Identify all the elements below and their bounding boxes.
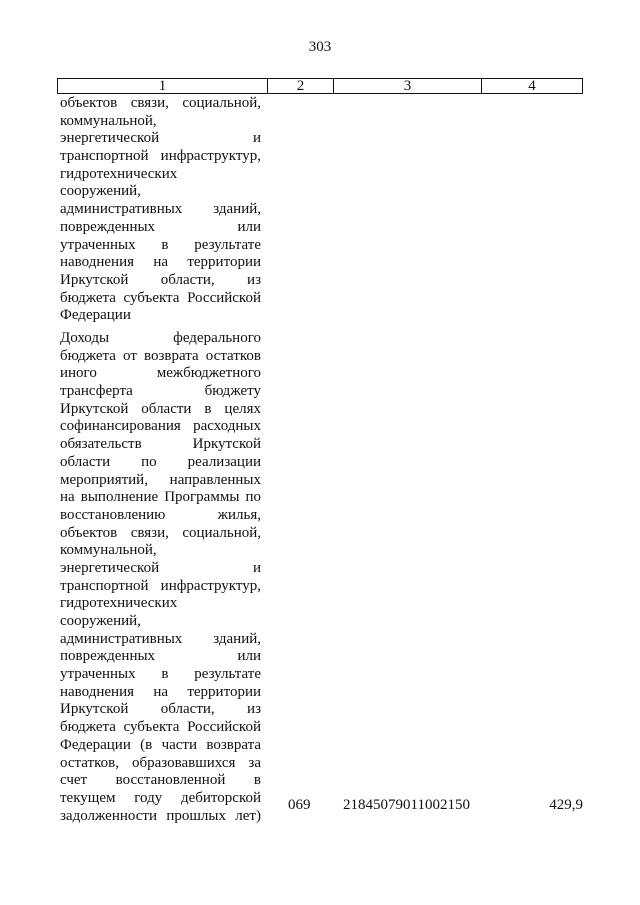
text-line: административных зданий, (60, 201, 261, 218)
text-line: сооружений, (60, 613, 141, 629)
text-line: восстановлению жилья, (60, 506, 261, 523)
text-line: сооружений, (60, 183, 141, 200)
text-line: трансферта бюджету (60, 383, 261, 400)
page-number: 303 (308, 39, 332, 55)
text-line: утраченных в результате (60, 666, 261, 683)
text-line: Федерации (60, 307, 131, 324)
text-line: Иркутской области, из (60, 271, 261, 288)
text-line: мероприятий, направленных (60, 471, 261, 488)
column-header-2: 2 (267, 79, 333, 93)
column-header-1: 1 (158, 78, 167, 94)
text-line: объектов связи, социальной, (60, 95, 261, 111)
text-line: гидротехнических (60, 165, 178, 182)
text-line: Федерации (в части возврата (60, 736, 261, 753)
table-header-row (57, 78, 583, 94)
text-line: бюджета от возврата остатков (60, 347, 261, 364)
income-description (60, 330, 261, 825)
text-line: софинансирования расходных (60, 418, 261, 435)
text-line: транспортной инфраструктур, (60, 148, 261, 165)
text-line: Доходы федерального (60, 330, 261, 346)
text-line: коммунальной, (60, 542, 157, 559)
text-line: обязательств Иркутской (60, 436, 261, 453)
text-line: энергетической и (60, 130, 261, 147)
text-line: поврежденных или (60, 648, 261, 665)
text-line: области по реализации (60, 453, 261, 470)
text-line: административных зданий, (60, 630, 261, 647)
text-line: коммунальной, (60, 112, 157, 129)
admin-code-cell: 069 (288, 797, 311, 813)
text-line: задолженности прошлых лет) (60, 807, 261, 824)
text-line: бюджета субъекта Российской (60, 289, 261, 306)
text-line: наводнения на территории (60, 683, 261, 700)
text-line: утраченных в результате (60, 236, 261, 253)
text-line: поврежденных или (60, 218, 261, 235)
text-line: бюджета субъекта Российской (60, 719, 261, 736)
text-line: счет восстановленной в (60, 772, 261, 789)
text-line: остатков, образовавшихся за (60, 754, 261, 771)
text-line: наводнения на территории (60, 254, 261, 271)
text-line: иного межбюджетного (60, 365, 261, 382)
budget-classification-code-cell: 21845079011002150 (343, 797, 470, 813)
amount-cell: 429,9 (549, 797, 583, 813)
text-line: транспортной инфраструктур, (60, 577, 261, 594)
column-header-3: 3 (333, 79, 481, 93)
text-line: текущем году дебиторской (60, 789, 261, 806)
text-line: на выполнение Программы по (60, 489, 261, 506)
text-line: объектов связи, социальной, (60, 524, 261, 541)
column-header-4: 4 (481, 79, 582, 93)
text-line: энергетической и (60, 559, 261, 576)
text-line: Иркутской области в целях (60, 400, 261, 417)
text-line: гидротехнических (60, 595, 178, 612)
text-line: Иркутской области, из (60, 701, 261, 718)
income-description-continued (60, 95, 261, 325)
